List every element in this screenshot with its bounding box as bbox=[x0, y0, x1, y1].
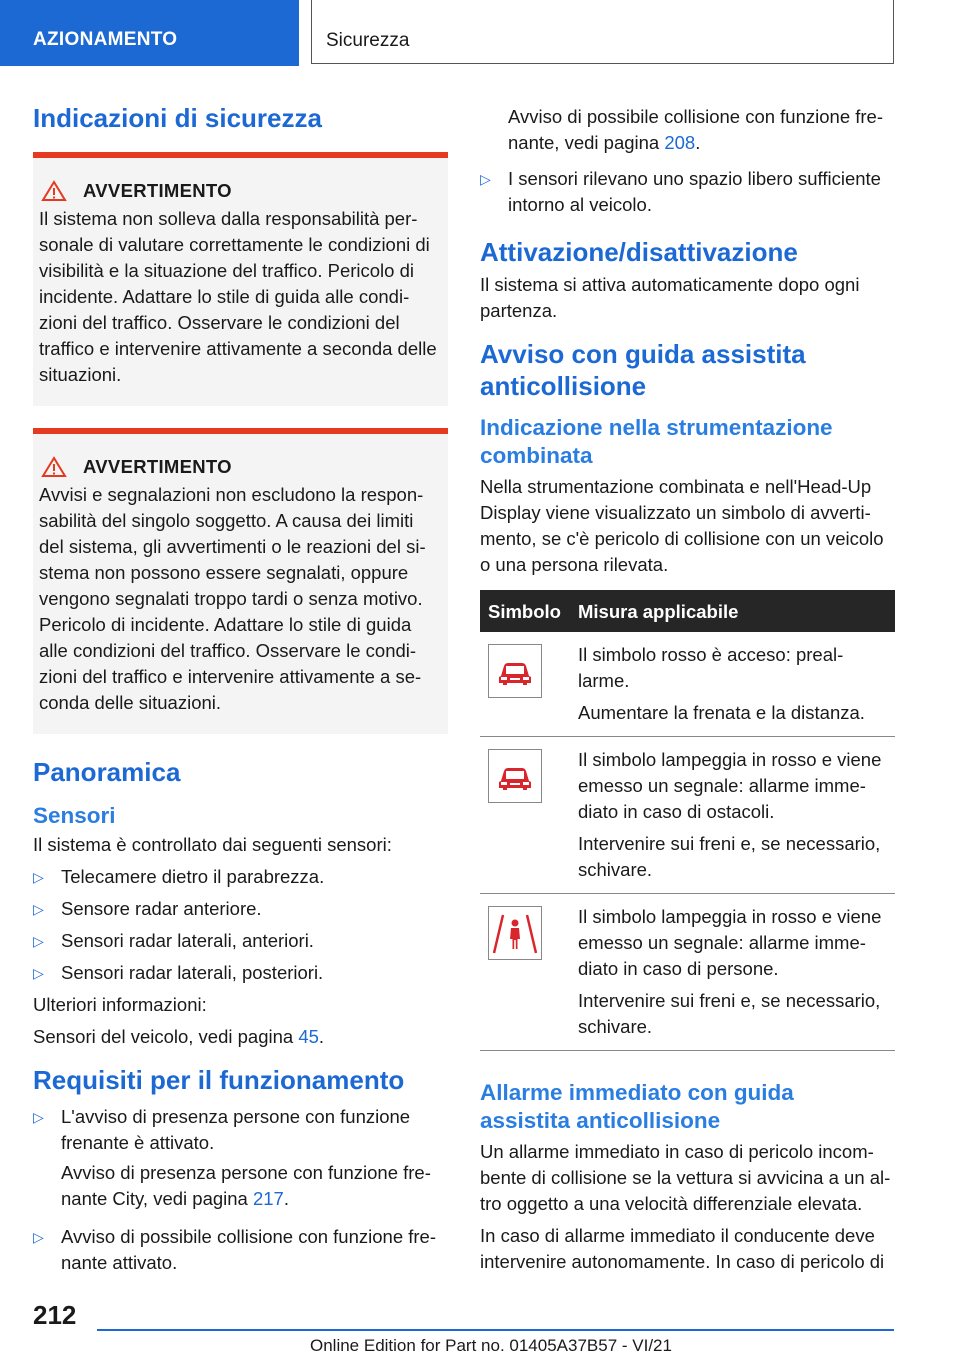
cluster-display-title: Indicazione nella strumentazione combinata bbox=[480, 415, 833, 468]
action-text: Il simbolo lampeggia in rosso e viene emesso un segnale: allarme immediato in caso di ostacoli. bbox=[578, 749, 882, 822]
page-link[interactable]: 208 bbox=[664, 132, 696, 153]
item-text: L'avviso di presenza persone con funzione frenante è attivato. bbox=[61, 1106, 411, 1153]
pedestrian-warning-icon bbox=[488, 906, 542, 960]
warning-label: AVVERTIMENTO bbox=[83, 180, 232, 201]
page-number: 212 bbox=[33, 1300, 77, 1330]
ref-text: Avviso di presenza persone con funzione frenante City, vedi pagina bbox=[61, 1162, 431, 1209]
immediate-alarm-text: In caso di allarme immediato il conducente deve intervenire autonomamente. In caso di pericolo di bbox=[480, 1225, 885, 1272]
sensors-intro: Il sistema è controllato dai seguenti sensori: bbox=[33, 834, 392, 855]
warning-label: AVVERTIMENTO bbox=[83, 456, 232, 477]
requirements-list-cont bbox=[480, 166, 895, 218]
warning-text: Avvisi e segnalazioni non escludono la responsabilità del singolo soggetto. A causa dei limiti del sistema, gli avvertimenti o le reazioni del sistema non possono essere segnalati, oppure vengono segnalati troppo tardi o senza motivo. Pericolo di incidente. Adattare lo stile di guida alle condizioni del traffico. Osservare le condizioni del traffico e intervenire attivamente a seconda delle situazioni. bbox=[39, 484, 426, 713]
ref-period: . bbox=[695, 132, 701, 153]
list-item: ▷ Telecamere dietro il parabrezza. bbox=[33, 864, 448, 890]
action-text: Aumentare la frenata e la distanza. bbox=[578, 702, 865, 723]
list-item bbox=[33, 1104, 448, 1212]
subsection-title: Sicurezza bbox=[326, 30, 410, 51]
symbol-cell bbox=[480, 894, 570, 1051]
list-item: ▷ Sensori radar laterali, anteriori. bbox=[33, 928, 448, 954]
page-link[interactable]: 217 bbox=[252, 1188, 284, 1209]
edition-note: Online Edition for Part no. 01405A37B57 - VI/21 bbox=[310, 1336, 672, 1355]
action-text: Intervenire sui freni e, se necessario, schivare. bbox=[578, 833, 881, 880]
car-warning-icon bbox=[488, 644, 542, 698]
action-text: Il simbolo rosso è acceso: preallarme. bbox=[578, 644, 844, 691]
action-text: Il simbolo lampeggia in rosso e viene emesso un segnale: allarme immediato in caso di persone. bbox=[578, 906, 882, 979]
warning-text: Il sistema non solleva dalla responsabilità personale di valutare correttamente le condizioni di visibilità e la situazione del traffico. Pericolo di incidente. Adattare lo stile di guida alle condizioni del traffico. Osservare le condizioni del traffico e intervenire attivamente a seconda delle situazioni. bbox=[39, 208, 437, 385]
warning-box bbox=[33, 428, 448, 734]
activation-text: Il sistema si attiva automaticamente dopo ogni partenza. bbox=[480, 274, 860, 321]
action-cell bbox=[570, 632, 895, 737]
symbol-table bbox=[480, 590, 895, 1051]
more-info-ref bbox=[33, 1024, 448, 1050]
ref-text: Sensori del veicolo, vedi pagina bbox=[33, 1026, 299, 1047]
item-subtext bbox=[480, 104, 895, 156]
column-header-symbol: Simbolo bbox=[480, 590, 570, 632]
sensors-title: Sensori bbox=[33, 803, 116, 828]
action-text: Intervenire sui freni e, se necessario, schivare. bbox=[578, 990, 881, 1037]
requirements-title: Requisiti per il funzionamento bbox=[33, 1065, 405, 1095]
ref-text: Avviso di possibile collisione con funzione frenante, vedi pagina bbox=[508, 106, 884, 153]
sensor-list bbox=[33, 864, 448, 986]
page-header bbox=[0, 0, 960, 66]
ref-period: . bbox=[318, 1026, 325, 1047]
safety-title: Indicazioni di sicurezza bbox=[33, 103, 322, 133]
overview-title: Panoramica bbox=[33, 757, 181, 787]
item-subtext bbox=[61, 1160, 448, 1212]
list-item: ▷ Sensori radar laterali, posteriori. bbox=[33, 960, 448, 986]
more-info-label: Ulteriori informazioni: bbox=[33, 994, 207, 1015]
right-column bbox=[480, 104, 895, 1281]
section-tab bbox=[0, 0, 299, 66]
activation-title: Attivazione/disattivazione bbox=[480, 237, 798, 267]
warning-box bbox=[33, 152, 448, 406]
warning-triangle-icon bbox=[41, 456, 67, 478]
list-item: ▷ I sensori rilevano uno spazio libero sufficiente intorno al veicolo. bbox=[480, 166, 895, 218]
symbol-cell bbox=[480, 632, 570, 737]
table-row bbox=[480, 737, 895, 894]
immediate-alarm-text: Un allarme immediato in caso di pericolo incombente di collisione se la vettura si avvicina a un altro oggetto a una velocità differenziale elevata. bbox=[480, 1141, 891, 1214]
ref-period: . bbox=[283, 1188, 289, 1209]
action-cell bbox=[570, 894, 895, 1051]
list-item: ▷ Sensore radar anteriore. bbox=[33, 896, 448, 922]
column-header-action: Misura applicabile bbox=[570, 590, 895, 632]
action-cell bbox=[570, 737, 895, 894]
symbol-cell bbox=[480, 737, 570, 894]
immediate-alarm-title: Allarme immediato con guida assistita anticollisione bbox=[480, 1080, 794, 1133]
collision-warning-title: Avviso con guida assistita anticollisione bbox=[480, 339, 806, 401]
section-title: AZIONAMENTO bbox=[33, 29, 178, 50]
cluster-display-text: Nella strumentazione combinata e nell'Head-Up Display viene visualizzato un simbolo di avvertimento, se c'è pericolo di collisione con un veicolo o una persona rilevata. bbox=[480, 476, 884, 575]
left-column bbox=[33, 100, 448, 1282]
page-link[interactable]: 45 bbox=[298, 1026, 319, 1047]
footer-divider bbox=[97, 1329, 894, 1331]
table-row bbox=[480, 894, 895, 1051]
requirements-list bbox=[33, 1104, 448, 1276]
subsection-tab bbox=[311, 0, 894, 64]
warning-triangle-icon bbox=[41, 180, 67, 202]
table-row bbox=[480, 632, 895, 737]
list-item: ▷ Avviso di possibile collisione con funzione frenante attivato. bbox=[33, 1224, 448, 1276]
car-warning-icon bbox=[488, 749, 542, 803]
